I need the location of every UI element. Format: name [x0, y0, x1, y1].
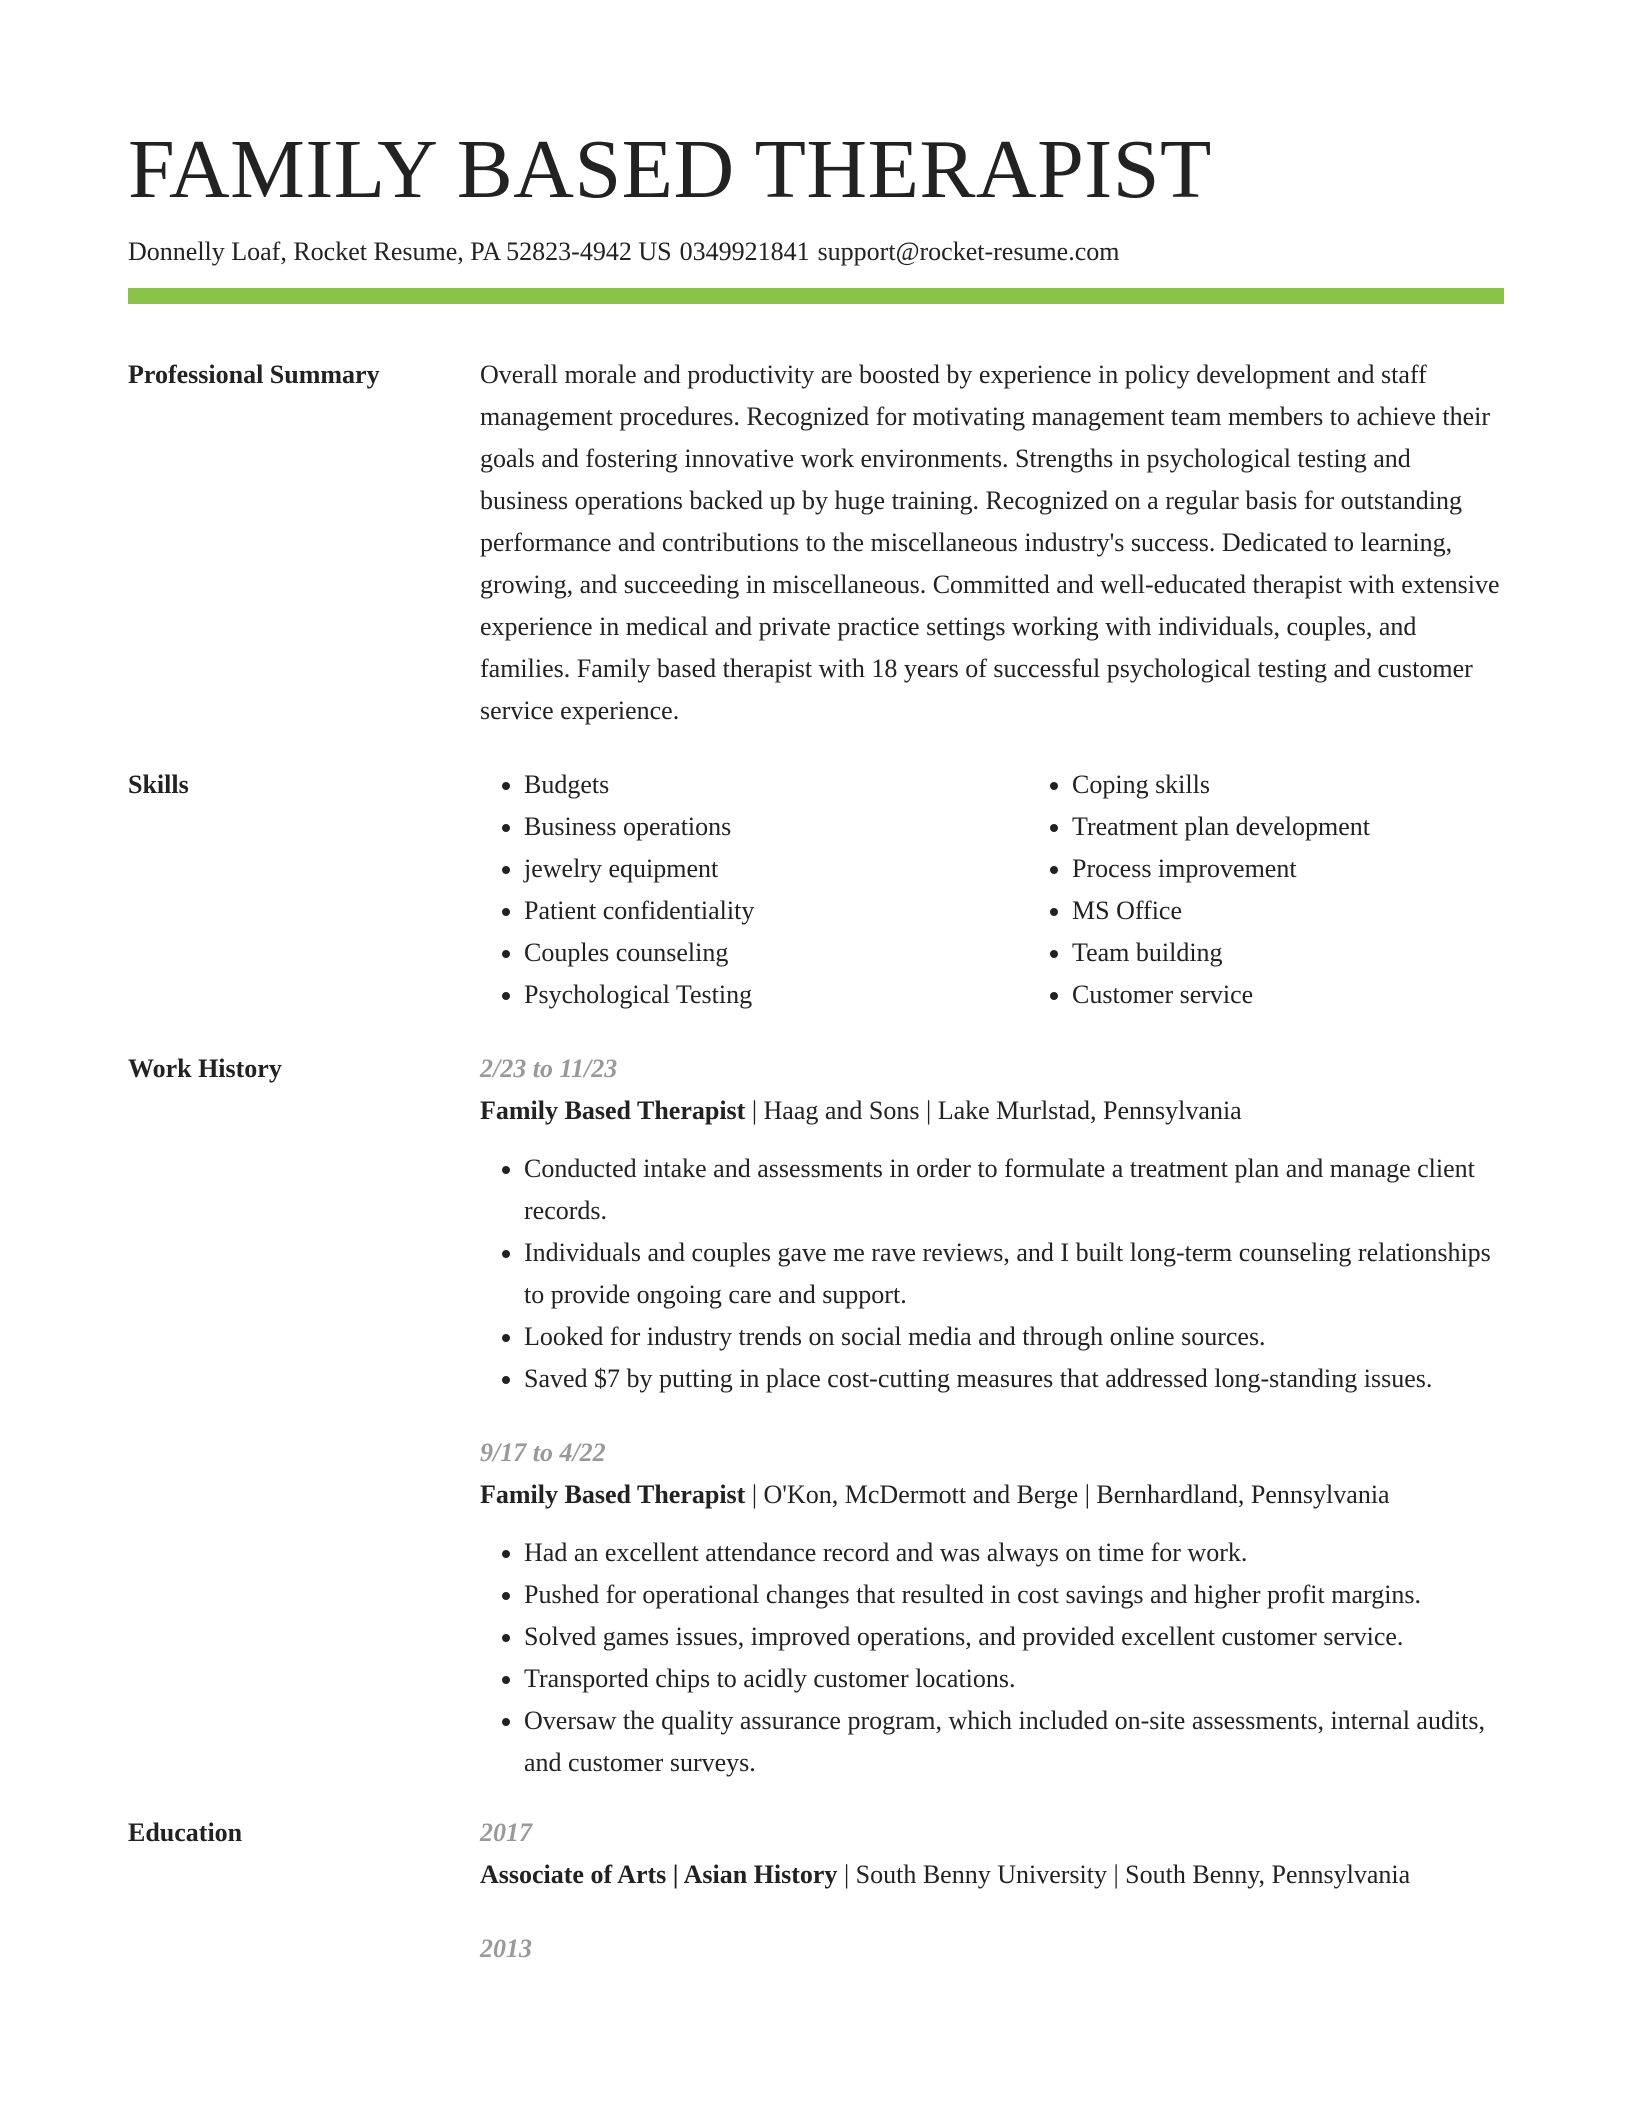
summary-text: Overall morale and productivity are boosted by experience in policy development and staff management procedures. Recognized for motivating management team members to achieve their goals and fostering innovative work environments. Strengths in psychological testing and business operations backed up by huge training. Recognized on a regular basis for outstanding performance and contributions to the miscellaneous industry's success. Dedicated to learning, growing, and succeeding in miscellaneous. Committed and well-educated therapist with extensive experience in medical and private practice settings working with individuals, couples, and families. Family based therapist with 18 years of successful psychological testing and customer service experience. [480, 360, 1500, 725]
summary-section [128, 354, 1504, 732]
section-title: Education [128, 1818, 243, 1847]
education-details: | South Benny University | South Benny, Pennsylvania [837, 1860, 1411, 1889]
contact-phone: 0349921841 [679, 237, 810, 266]
section-title: Skills [128, 770, 189, 799]
skill-item: • jewelry equipment [524, 848, 1028, 890]
job-bullet: • Conducted intake and assessments in order to formulate a treatment plan and manage client records. [524, 1148, 1504, 1232]
skill-item: • Treatment plan development [1072, 806, 1370, 848]
skills-list-left [480, 764, 1028, 1016]
skill-item: • Team building [1072, 932, 1370, 974]
skill-item: • Customer service [1072, 974, 1370, 1016]
skill-item: • Couples counseling [524, 932, 1028, 974]
job-bullet: • Transported chips to acidly customer locations. [524, 1658, 1504, 1700]
job-dates: 2/23 to 11/23 [480, 1054, 618, 1083]
job-bullet: • Solved games issues, improved operations, and provided excellent customer service. [524, 1616, 1504, 1658]
accent-divider [128, 288, 1504, 304]
job-entry [480, 1048, 1504, 1400]
job-bullet: • Individuals and couples gave me rave reviews, and I built long-term counseling relationships to provide ongoing care and support. [524, 1232, 1504, 1316]
education-entry [480, 1928, 1504, 1970]
job-bullet: • Looked for industry trends on social media and through online sources. [524, 1316, 1504, 1358]
job-role: Family Based Therapist [480, 1480, 746, 1509]
job-heading [480, 1090, 1504, 1132]
skill-item: • Patient confidentiality [524, 890, 1028, 932]
job-role: Family Based Therapist [480, 1096, 746, 1125]
skill-item: • Psychological Testing [524, 974, 1028, 1016]
education-heading [480, 1854, 1504, 1896]
skills-section [128, 764, 1504, 1016]
skill-item: • MS Office [1072, 890, 1370, 932]
skill-item: • Coping skills [1072, 764, 1370, 806]
skill-item: • Business operations [524, 806, 1028, 848]
job-bullet: • Had an excellent attendance record and was always on time for work. [524, 1532, 1504, 1574]
skill-item: • Process improvement [1072, 848, 1370, 890]
section-title: Professional Summary [128, 360, 380, 389]
resume-page [128, 118, 1504, 1970]
section-title: Work History [128, 1054, 282, 1083]
education-section [128, 1812, 1504, 1970]
job-heading [480, 1474, 1504, 1516]
job-details: | Haag and Sons | Lake Murlstad, Pennsylvania [745, 1096, 1242, 1125]
contact-address: Donnelly Loaf, Rocket Resume, PA 52823-4942 US [128, 237, 672, 266]
education-year: 2017 [480, 1818, 532, 1847]
education-body [480, 1812, 1504, 1970]
job-bullet: • Saved $7 by putting in place cost-cutting measures that addressed long-standing issues. [524, 1358, 1504, 1400]
education-degree: Associate of Arts | Asian History [480, 1860, 838, 1889]
resume-title: FAMILY BASED THERAPIST [128, 123, 1212, 216]
job-dates: 9/17 to 4/22 [480, 1438, 606, 1467]
job-details: | O'Kon, McDermott and Berge | Bernhardland, Pennsylvania [745, 1480, 1390, 1509]
education-year: 2013 [480, 1934, 532, 1963]
job-bullets [480, 1148, 1504, 1400]
contact-line [128, 234, 1504, 270]
work-history-section [128, 1048, 1504, 1784]
education-entry [480, 1812, 1504, 1896]
contact-email: support@rocket-resume.com [817, 237, 1120, 266]
job-bullet: • Pushed for operational changes that resulted in cost savings and higher profit margins. [524, 1574, 1504, 1616]
job-bullet: • Oversaw the quality assurance program, which included on-site assessments, internal audits, and customer surveys. [524, 1700, 1504, 1784]
skills-columns [480, 764, 1504, 1016]
skills-list-right [1028, 764, 1370, 1016]
job-bullets [480, 1532, 1504, 1784]
job-entry [480, 1432, 1504, 1784]
work-history-body [480, 1048, 1504, 1784]
skill-item: • Budgets [524, 764, 1028, 806]
